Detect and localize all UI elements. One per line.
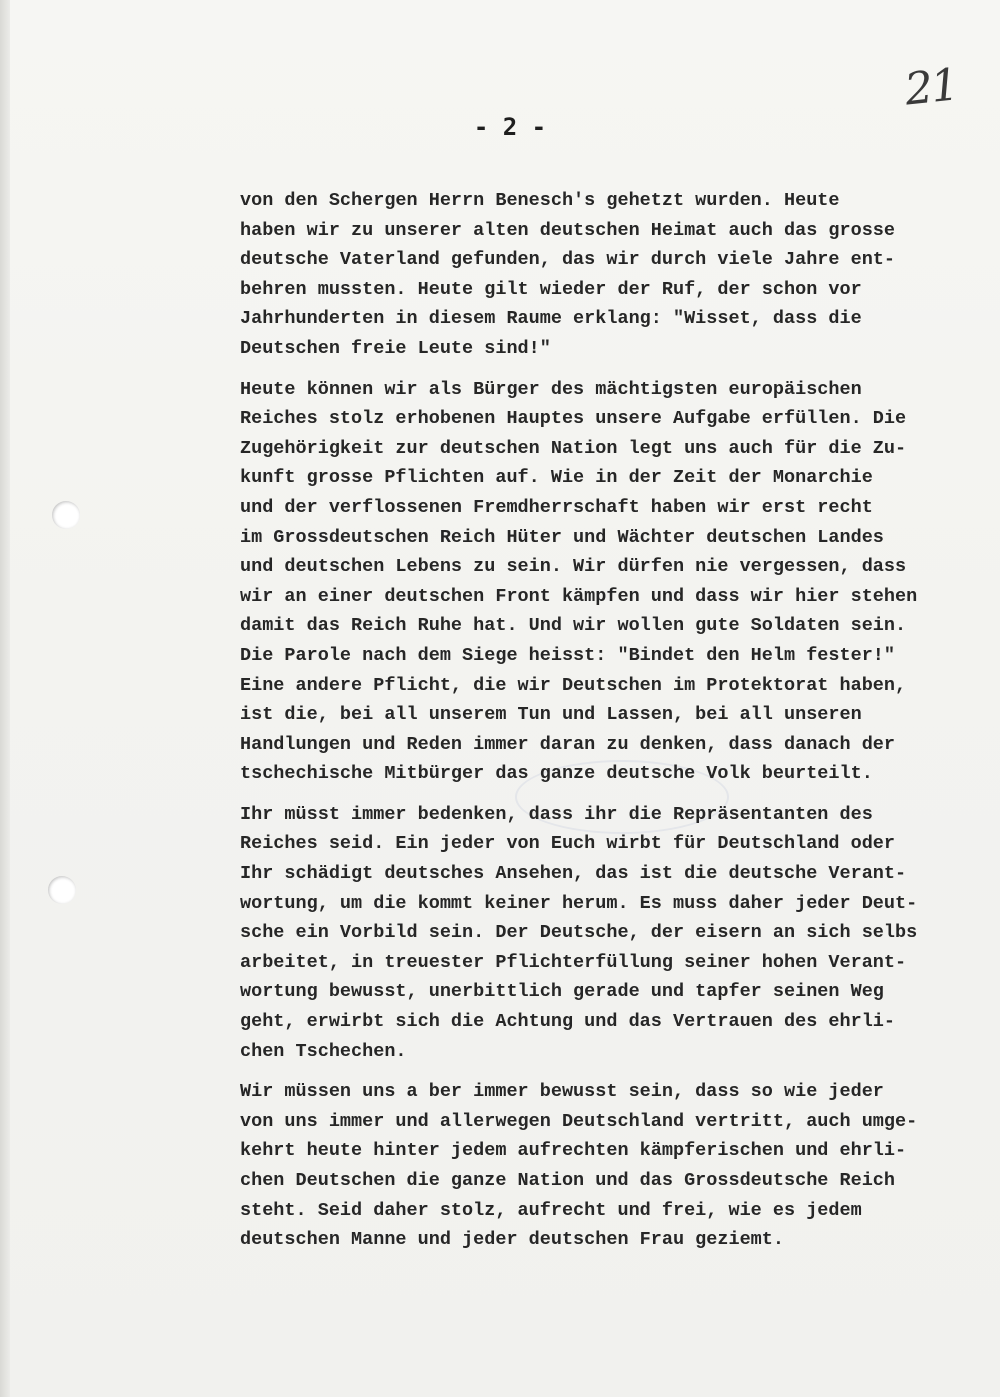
- text-line: chen Deutschen die ganze Nation und das Grossdeutsche Reich: [240, 1170, 896, 1191]
- text-line: kehrt heute hinter jedem aufrechten kämpferischen und ehrli-: [240, 1140, 907, 1162]
- text-line: geht, erwirbt sich die Achtung und das Vertrauen des ehrli-: [240, 1011, 896, 1033]
- text-line: Deutschen freie Leute sind!": [240, 337, 551, 359]
- paragraph-2: [240, 375, 1000, 789]
- text-line: wortung bewusst, unerbittlich gerade und tapfer seinen Weg: [240, 981, 884, 1003]
- punch-hole-top: [52, 501, 80, 529]
- text-line: damit das Reich Ruhe hat. Und wir wollen gute Soldaten sein.: [240, 615, 907, 637]
- text-line: Zugehörigkeit zur deutschen Nation legt uns auch für die Zu-: [240, 437, 907, 459]
- text-line: Handlungen und Reden immer daran zu denken, dass danach der: [240, 733, 896, 755]
- text-line: und deutschen Lebens zu sein. Wir dürfen nie vergessen, dass: [240, 556, 907, 578]
- text-line: Reiches seid. Ein jeder von Euch wirbt für Deutschland oder: [240, 833, 896, 855]
- page-left-edge: [0, 0, 10, 1397]
- text-line: Ihr müsst immer bedenken, dass ihr die Repräsentanten des: [240, 803, 873, 825]
- text-line: deutschen Manne und jeder deutschen Frau geziemt.: [240, 1229, 784, 1251]
- text-line: tschechische Mitbürger das ganze deutsche Volk beurteilt.: [240, 763, 873, 785]
- text-line: kunft grosse Pflichten auf. Wie in der Zeit der Monarchie: [240, 467, 873, 489]
- text-line: wortung, um die kommt keiner herum. Es muss daher jeder Deut-: [240, 892, 918, 914]
- text-line: behren mussten. Heute gilt wieder der Ruf, der schon vor: [240, 278, 862, 300]
- paragraph-4: [240, 1077, 1000, 1255]
- text-line: von den Schergen Herrn Benesch's gehetzt wurden. Heute: [240, 190, 840, 211]
- punch-hole-bottom: [48, 876, 76, 904]
- text-line: Wir müssen uns a ber immer bewusst sein, dass so wie jeder: [240, 1081, 884, 1103]
- text-line: wir an einer deutschen Front kämpfen und dass wir hier stehen: [240, 585, 918, 607]
- paragraph-1: [240, 186, 1000, 364]
- text-line: deutsche Vaterland gefunden, das wir durch viele Jahre ent-: [240, 249, 896, 271]
- text-line: Heute können wir als Bürger des mächtigsten europäischen: [240, 378, 862, 400]
- text-line: sche ein Vorbild sein. Der Deutsche, der eisern an sich selbs: [240, 922, 918, 944]
- text-line: chen Tschechen.: [240, 1040, 407, 1062]
- page-number: - 2 -: [473, 113, 547, 141]
- text-line: von uns immer und allerwegen Deutschland vertritt, auch umge-: [240, 1110, 918, 1132]
- text-line: Die Parole nach dem Siege heisst: "Bindet den Helm fester!": [240, 644, 896, 666]
- text-line: Jahrhunderten in diesem Raume erklang: "Wisset, dass die: [240, 308, 862, 330]
- text-line: steht. Seid daher stolz, aufrecht und frei, wie es jedem: [240, 1199, 862, 1221]
- text-line: haben wir zu unserer alten deutschen Heimat auch das grosse: [240, 219, 896, 241]
- text-line: und der verflossenen Fremdherrschaft haben wir erst recht: [240, 496, 873, 518]
- paragraph-3: [240, 800, 1000, 1066]
- text-line: Reiches stolz erhobenen Hauptes unsere Aufgabe erfüllen. Die: [240, 408, 907, 430]
- text-line: im Grossdeutschen Reich Hüter und Wächter deutschen Landes: [240, 526, 884, 548]
- handwritten-folio-number: 21: [902, 59, 960, 116]
- typewritten-text-body: [240, 186, 1000, 1266]
- text-line: ist die, bei all unserem Tun und Lassen, bei all unseren: [240, 704, 862, 726]
- text-line: Ihr schädigt deutsches Ansehen, das ist die deutsche Verant-: [240, 863, 907, 885]
- text-line: arbeitet, in treuester Pflichterfüllung seiner hohen Verant-: [240, 951, 907, 973]
- text-line: Eine andere Pflicht, die wir Deutschen im Protektorat haben,: [240, 674, 907, 696]
